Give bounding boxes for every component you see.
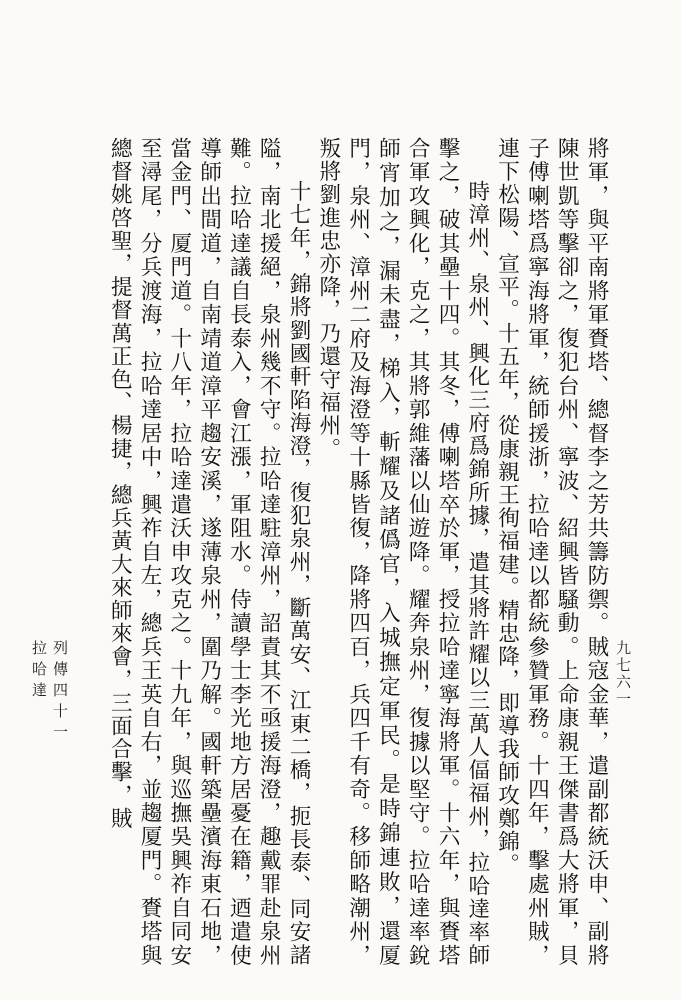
main-text: [51, 137, 611, 967]
paragraph-2: 時漳州、泉州、興化三府爲錦所據，遣其將許耀以三萬人偪福州，拉哈達率師擊之，破其壘十四。其冬，傅喇塔卒於軍，授拉哈達寧海將軍。十六年，與賚塔合軍攻興化，克之，其將郭維藩以仙遊降。耀奔泉州，復據以堅守。拉哈達率銳師宵加之，漏未盡，梯入，斬耀及諸僞官，入城撫定軍民。是時錦連敗，還厦門，泉州、漳州二府及海澄等十縣皆復，降將四百，兵四千有奇。移師略潮州，叛將劉進忠亦降，乃還守福州。: [315, 137, 490, 967]
paragraph-3: 十七年，錦將劉國軒陷海澄，復犯泉州，斷萬安、江東二橋，扼長泰、同安諸隘，南北援絕，泉州幾不守。拉哈達駐漳州，詔責其不亟援海澄，趣戴罪赴泉州難。拉哈達議自長泰入，會江漲，軍阻水。侍讀學士李光地方居憂在籍，迺遣使導師出間道，自南靖道漳平趨安溪，遂薄泉州，圍乃解。國軒築壘濱海東石地，當金門、厦門道。十八年，拉哈達遣沃申攻克之。十九年，與巡撫吳興祚自同安至潯尾，分兵渡海，拉哈達居中，興祚自左，總兵王英自右，並趨厦門。賚塔與總督姚啓聖，提督萬正色、楊捷，總兵黃大來師來會，三面合擊，賊: [107, 137, 312, 967]
running-header: [30, 640, 71, 745]
paragraph-1: 將軍，與平南將軍賚塔、總督李之芳共籌防禦。賊寇金華，遣副都統沃申、副將陳世凱等擊卻之，復犯台州、寧波、紹興皆騷動。上命康親王傑書爲大將軍，貝子傅喇塔爲寧海將軍，統師援浙，拉哈達以都統參贊軍務。十四年，擊處州賊，連下松陽、宣平。十五年，從康親王徇福建。精忠降，即導我師攻鄭錦。: [494, 137, 609, 967]
page-number: 九七六一: [614, 640, 632, 708]
biography-name: 拉哈達: [30, 640, 48, 703]
chapter-title: 列傳四十一: [51, 640, 69, 745]
